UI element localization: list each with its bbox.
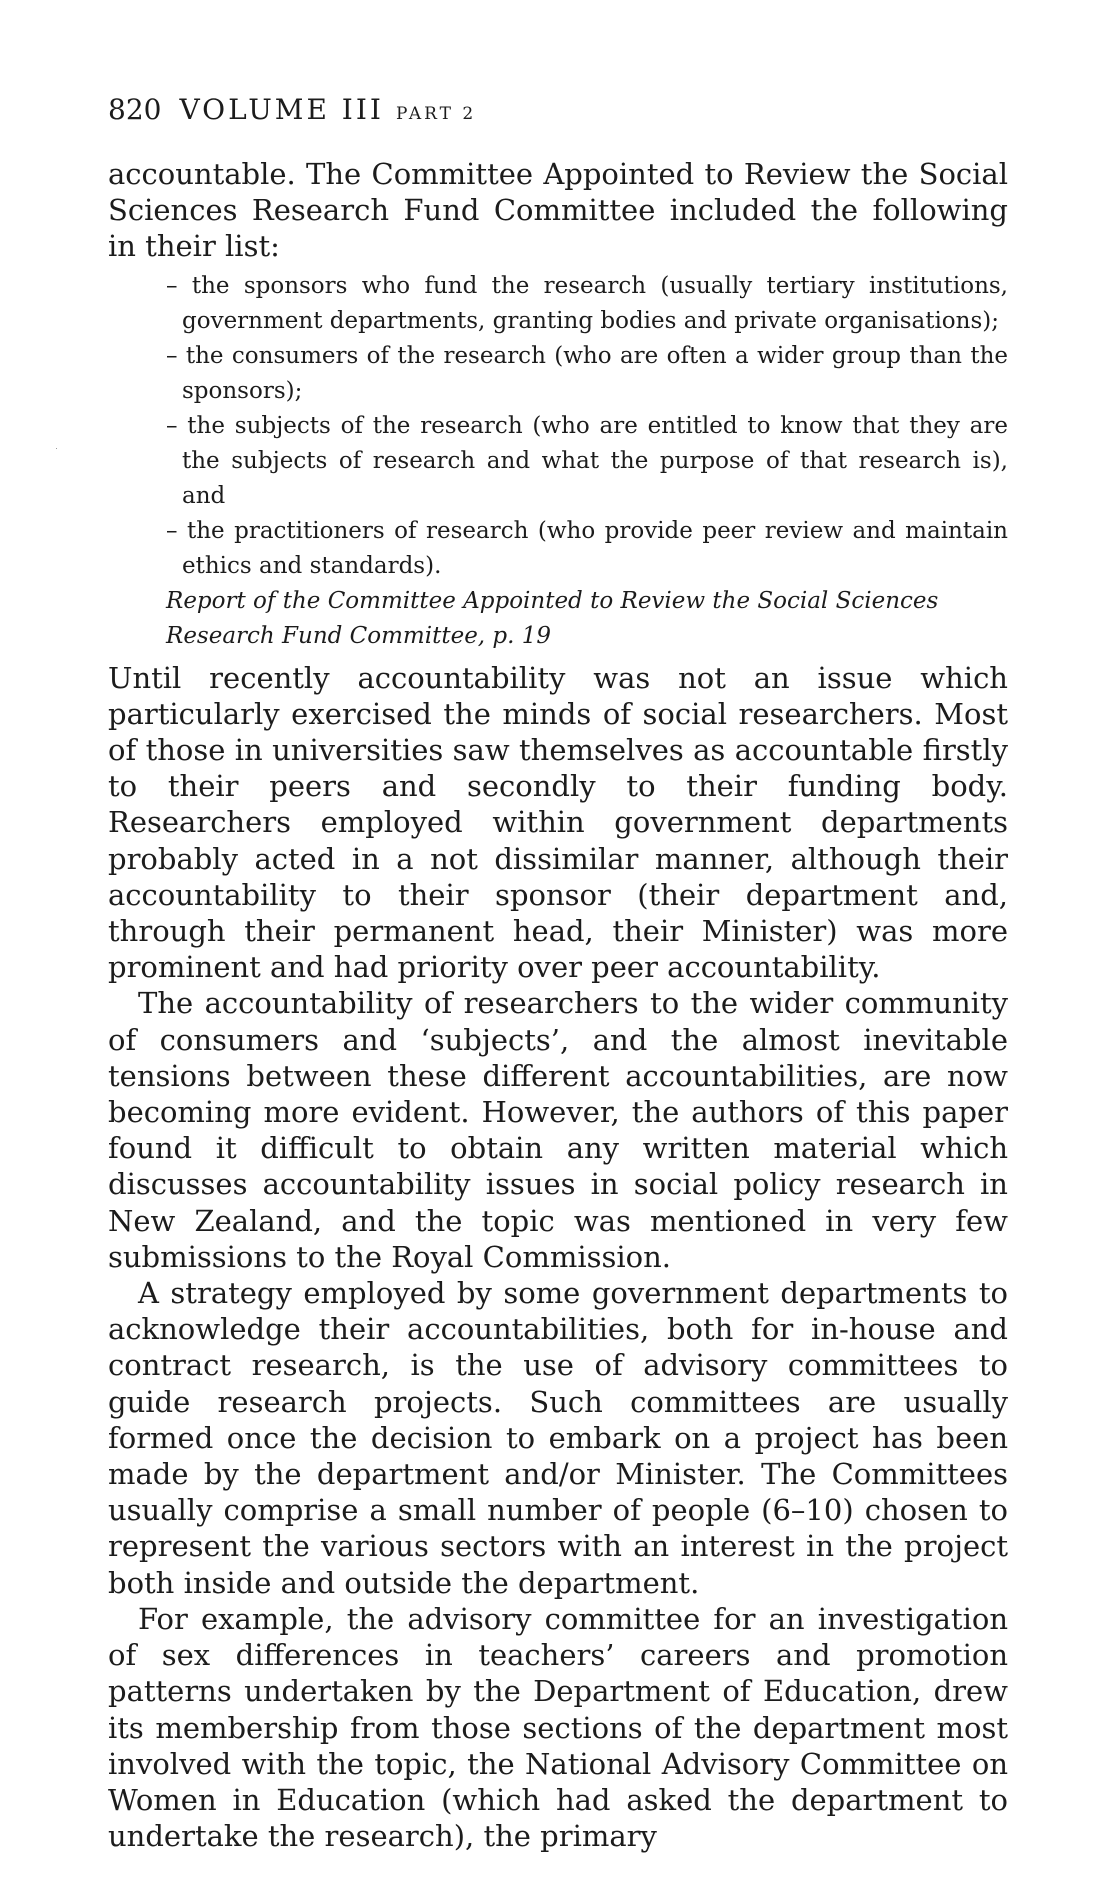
quote-source: Report of the Committee Appointed to Review the Social Sciences Research Fund Committee, p. 19 [166, 587, 939, 649]
paragraph-example: For example, the advisory committee for an investigation of sex differences in teachers’ careers and promotion patterns undertaken by the Department of Education, drew its membership from those sections of the department most involved with the topic, the National Advisory Committee on Women in Education (which had asked the department to undertake the research), the primary [108, 1601, 1008, 1854]
volume-label: VOLUME III [179, 93, 384, 126]
quote-item-consumers: – the consumers of the research (who are often a wider group than the sponsors); [166, 342, 1008, 404]
body-text [108, 156, 1008, 1854]
quote-item-subjects: – the subjects of the research (who are entitled to know that they are the subjects of research and what the purpose of that research is), and [166, 412, 1008, 509]
block-quote [166, 269, 1008, 654]
scan-mark [56, 448, 57, 449]
opening-paragraph: accountable. The Committee Appointed to Review the Social Sciences Research Fund Committee included the following in their list: [108, 157, 1008, 264]
page-number: 820 [108, 93, 162, 126]
paragraph-advisory-committees: A strategy employed by some government departments to acknowledge their accountabilities, both for in-house and contract research, is the use of advisory committees to guide research projects. Such committees are usually formed once the decision to embark on a project has been made by the department and/or Minister. The Committees usually comprise a small number of people (6–10) chosen to represent the various sectors with an interest in the project both inside and outside the department. [108, 1276, 1008, 1600]
paragraph-wider-community: The accountability of researchers to the wider community of consumers and ‘subjects’, and the almost inevitable tensions between these different accountabilities, are now becoming more evident. However, the authors of this paper found it difficult to obtain any written material which discusses accountability issues in social policy research in New Zealand, and the topic was mentioned in very few submissions to the Royal Commission. [108, 986, 1008, 1274]
paragraph-accountability-history: Until recently accountability was not an issue which particularly exercised the minds of social researchers. Most of those in universities saw themselves as accountable firstly to their peers and secondly to their funding body. Researchers employed within government departments probably acted in a not dissimilar manner, although their accountability to their sponsor (their department and, through their permanent head, their Minister) was more prominent and had priority over peer accountability. [108, 660, 1008, 985]
quote-item-practitioners: – the practitioners of research (who provide peer review and maintain ethics and standards). [166, 517, 1008, 579]
part-label: PART 2 [396, 104, 477, 124]
running-head [108, 90, 476, 134]
quote-item-sponsors: – the sponsors who fund the research (usually tertiary institutions, government departments, granting bodies and private organisations); [166, 272, 1008, 334]
